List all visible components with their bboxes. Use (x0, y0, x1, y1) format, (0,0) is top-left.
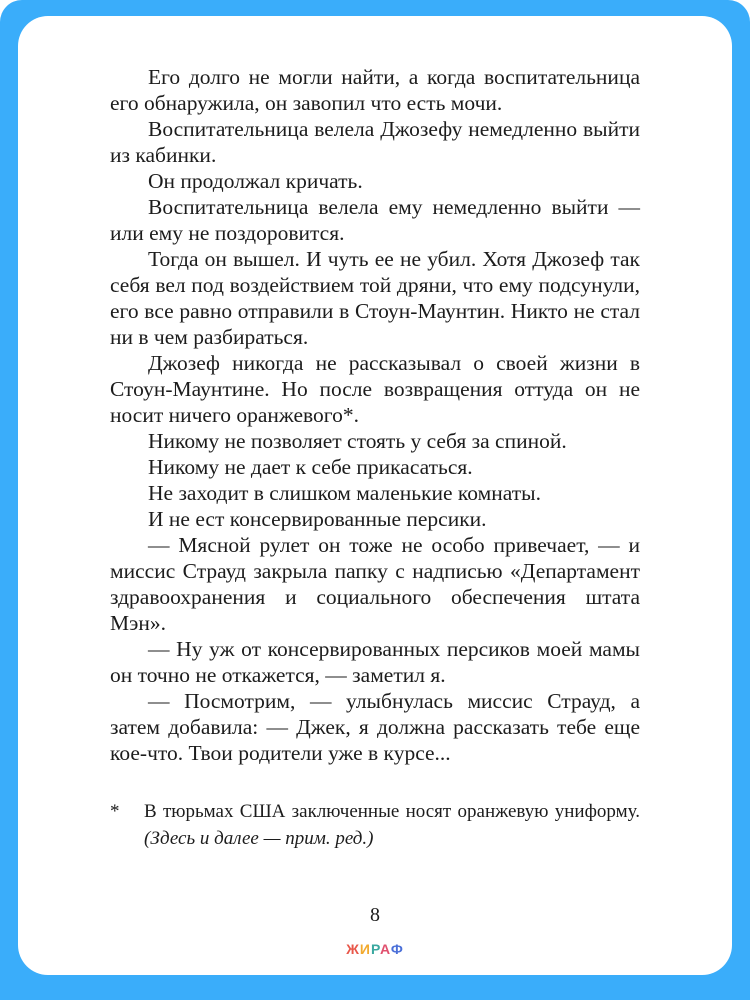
footnote-body: В тюрьмах США заключенные носят оранжевую униформу. (144, 801, 640, 822)
footnote-editor-note: (Здесь и далее — прим. ред.) (144, 828, 374, 849)
paragraph: Воспитательница велела ему немедленно выйти — или ему не поздоровится. (110, 195, 640, 245)
logo-letter: Ф (390, 941, 404, 957)
page-number: 8 (370, 904, 380, 926)
paragraph: Никому не позволяет стоять у себя за спиной. (148, 429, 567, 453)
footnote-marker: * (110, 801, 120, 822)
paragraph: Джозеф никогда не рассказывал о своей жизни в Стоун-Маунтине. Но после возвращения оттуда он не носит ничего оранжевого*. (110, 351, 640, 427)
footnote (110, 798, 640, 852)
paragraph: Не заходит в слишком маленькие комнаты. (148, 481, 541, 505)
page-text (18, 16, 732, 766)
footnote-text (144, 798, 640, 852)
paragraph: Он продолжал кричать. (148, 169, 363, 193)
paragraph: — Посмотрим, — улыбнулась миссис Страуд, а затем добавила: — Джек, я должна рассказать тебе еще кое-что. Твои родители уже в курсе... (110, 689, 640, 765)
paragraph: — Ну уж от консервированных персиков моей мамы он точно не откажется, — заметил я. (110, 637, 640, 687)
paragraph: Никому не дает к себе прикасаться. (148, 455, 473, 479)
logo-letter: Ж (346, 941, 360, 957)
publisher-logo (18, 941, 732, 957)
logo-letter: А (380, 941, 391, 957)
paragraph: Воспитательница велела Джозефу немедленно выйти из кабинки. (110, 117, 640, 167)
book-page (18, 16, 732, 975)
logo-letter: Р (370, 941, 381, 957)
paragraph: И не ест консервированные персики. (148, 507, 487, 531)
logo-letter: И (359, 941, 371, 957)
paragraph: Его долго не могли найти, а когда воспитательница его обнаружила, он завопил что есть мочи. (110, 65, 640, 115)
paragraph: — Мясной рулет он тоже не особо привечает, — и миссис Страуд закрыла папку с надписью «Департамент здравоохранения и социального обеспечения штата Мэн». (110, 533, 640, 635)
paragraph: Тогда он вышел. И чуть ее не убил. Хотя Джозеф так себя вел под воздействием той дряни, что ему подсунули, его все равно отправили в Стоун-Маунтин. Никто не стал ни в чем разбираться. (110, 247, 640, 349)
